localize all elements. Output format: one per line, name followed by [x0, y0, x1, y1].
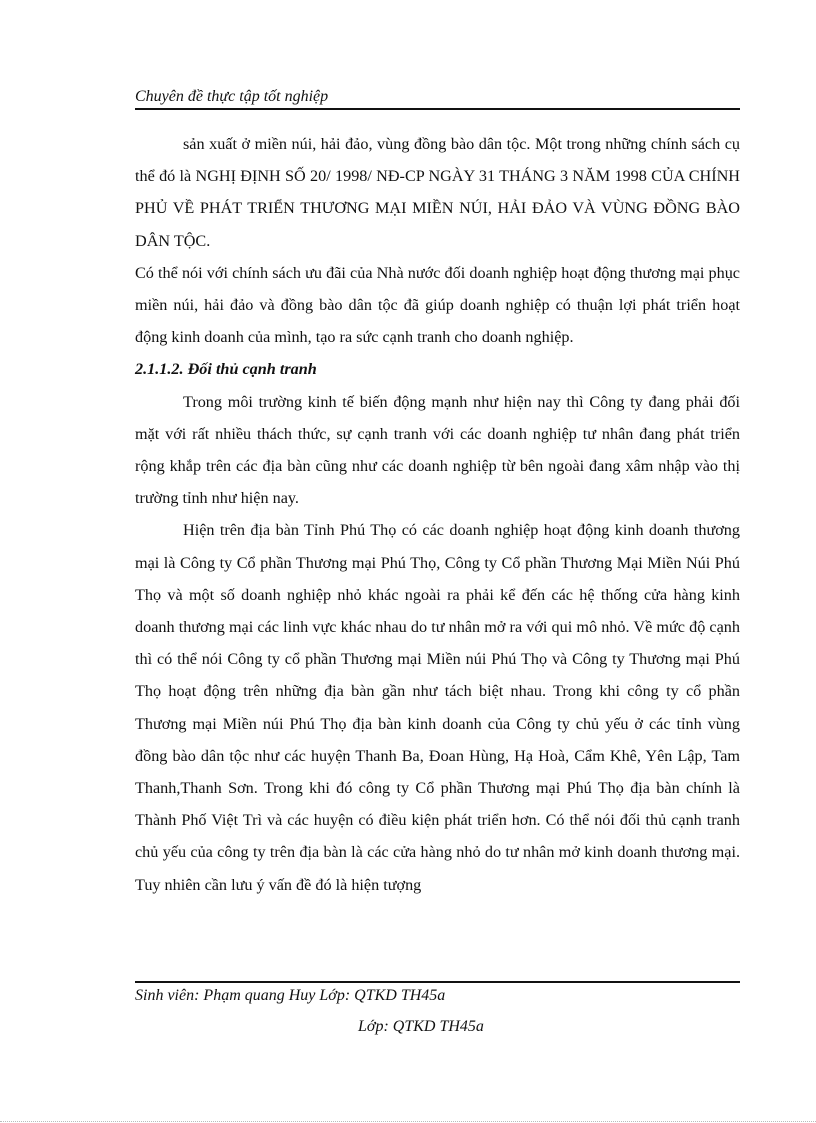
footer-student-info: Sinh viên: Phạm quang Huy Lớp: QTKD TH45a	[135, 987, 446, 1004]
page-bottom-divider	[0, 1121, 816, 1122]
document-body	[135, 128, 740, 901]
header-title: Chuyên đề thực tập tốt nghiệp	[135, 88, 329, 105]
paragraph-3: Trong môi trường kinh tế biến động mạnh như hiện nay thì Công ty đang phải đối mặt với rất nhiều thách thức, sự cạnh tranh với các doanh nghiệp tư nhân đang phát triển rộng khắp trên các địa bàn cũng như các doanh nghiệp từ bên ngoài đang xâm nhập vào thị trường tỉnh như hiện nay.	[135, 392, 740, 508]
footer-divider	[135, 981, 740, 983]
page-header	[135, 88, 740, 110]
footer-class-info: Lớp: QTKD TH45a	[358, 1018, 484, 1035]
paragraph-2: Có thể nói với chính sách ưu đãi của Nhà nước đối doanh nghiệp hoạt động thương mại phục miền núi, hải đảo và đồng bào dân tộc đã giúp doanh nghiệp có thuận lợi phát triển hoạt động kinh doanh của mình, tạo ra sức cạnh tranh cho doanh nghiệp.	[135, 263, 740, 347]
paragraph-1: sản xuất ở miền núi, hải đảo, vùng đồng bào dân tộc. Một trong những chính sách cụ thể đó là NGHỊ ĐỊNH SỐ 20/ 1998/ NĐ-CP NGÀY 31 THÁNG 3 NĂM 1998 CỦA CHÍNH PHỦ VỀ PHÁT TRIỂN THƯƠNG MẠI MIỀN NÚI, HẢI ĐẢO VÀ VÙNG ĐỒNG BÀO DÂN TỘC.	[135, 135, 740, 250]
section-heading: 2.1.1.2. Đối thủ cạnh tranh	[135, 360, 317, 379]
paragraph-4: Hiện trên địa bàn Tỉnh Phú Thọ có các doanh nghiệp hoạt động kinh doanh thương mại là Công ty Cổ phần Thương mại Phú Thọ, Công ty Cổ phần Thương Mại Miền Núi Phú Thọ và một số doanh nghiệp nhỏ khác ngoài ra phải kể đến các hệ thống cửa hàng kinh doanh thương mại các linh vực khác nhau do tư nhân mở ra với qui mô nhỏ. Về mức độ cạnh thì có thể nói Công ty cổ phần Thương mại Miền núi Phú Thọ và Công ty Thương mại Phú Thọ hoạt động trên những địa bàn gần như tách biệt nhau. Trong khi công ty cổ phần Thương mại Miền núi Phú Thọ địa bàn kinh doanh của Công ty chủ yếu ở các tỉnh vùng đồng bào dân tộc như các huyện Thanh Ba, Đoan Hùng, Hạ Hoà, Cẩm Khê, Yên Lập, Tam Thanh,Thanh Sơn. Trong khi đó công ty Cổ phần Thương mại Phú Thọ địa bàn chính là Thành Phố Việt Trì và các huyện có điều kiện phát triển hơn. Có thể nói đối thủ cạnh tranh chủ yếu của công ty trên địa bàn là các cửa hàng nhỏ do tư nhân mở kinh doanh thương mại. Tuy nhiên cần lưu ý vấn đề đó là hiện tượng	[135, 521, 740, 894]
